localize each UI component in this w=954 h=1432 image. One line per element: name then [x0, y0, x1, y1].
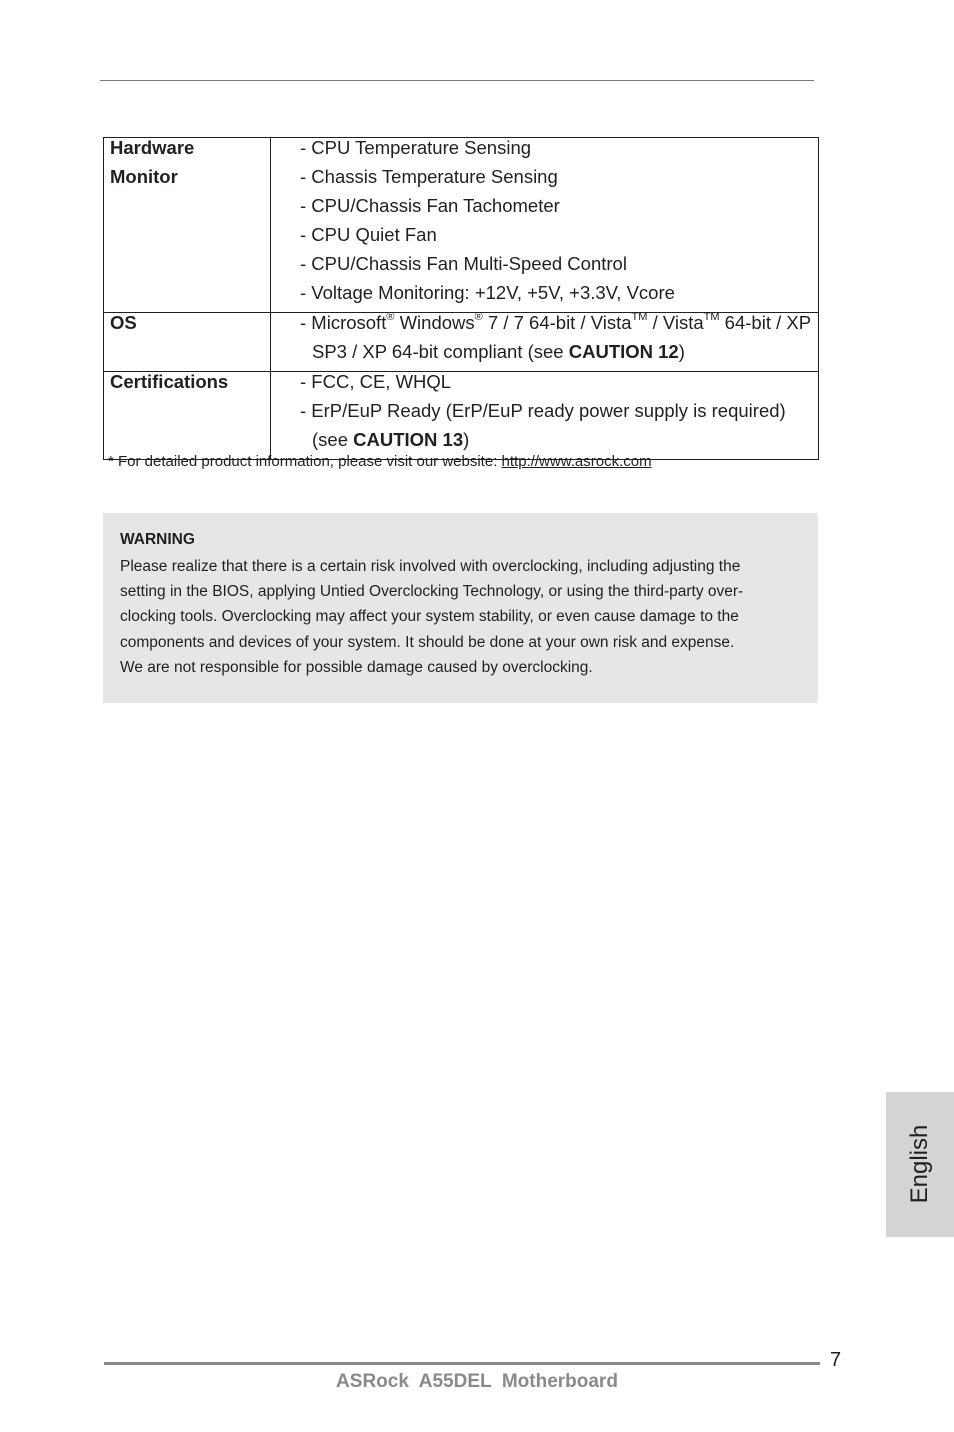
caution-ref: CAUTION 12: [568, 341, 679, 362]
row-values: [271, 138, 819, 313]
footnote: * For detailed product information, please visit our website: http://www.asrock.com: [108, 453, 652, 470]
row-label: OS: [104, 313, 271, 372]
list-item: - Microsoft® Windows® 7 / 7 64-bit / Vista™ / Vista™ 64-bit / XP: [300, 310, 812, 333]
bottom-rule: [104, 1362, 820, 1365]
trademark-mark: TM: [703, 310, 720, 323]
warning-box: [103, 513, 818, 703]
list-item: - ErP/EuP Ready (ErP/EuP ready power supply is required): [300, 400, 786, 421]
row-values: [271, 310, 819, 372]
list-item: - CPU Temperature Sensing: [300, 137, 532, 158]
language-tab: [886, 1092, 954, 1237]
list-item-continuation: (see CAUTION 13): [312, 429, 470, 450]
row-values: [271, 372, 819, 460]
table-row: [104, 313, 819, 372]
list-item: - CPU/Chassis Fan Multi-Speed Control: [300, 253, 627, 274]
top-rule: [100, 80, 814, 81]
trademark-mark: TM: [631, 310, 648, 323]
table-row: [104, 138, 819, 313]
list-item: - CPU/Chassis Fan Tachometer: [300, 195, 560, 216]
list-item: - FCC, CE, WHQL: [300, 371, 452, 392]
registered-mark: ®: [386, 310, 395, 323]
list-item: - Voltage Monitoring: +12V, +5V, +3.3V, Vcore: [300, 282, 675, 303]
list-item-continuation: SP3 / XP 64-bit compliant (see CAUTION 12): [312, 341, 685, 362]
language-label: English: [906, 1124, 933, 1204]
table-row: [104, 372, 819, 460]
warning-title: WARNING: [120, 531, 195, 548]
row-label: Certifications: [104, 372, 271, 460]
registered-mark: ®: [474, 310, 483, 323]
row-label: Hardware Monitor: [104, 138, 271, 313]
warning-text: Please realize that there is a certain risk involved with overclocking, including adjusting the setting in the BIOS, applying Untied Overclocking Technology, or using the third-party over- clocking tools. Overclocking may affect your system stability, or even cause damage to the components and devices of your system. It should be done at your own risk and expense. We are not responsible for possible damage caused by overclocking.: [120, 558, 744, 676]
page-number: 7: [830, 1349, 842, 1371]
caution-ref: CAUTION 13: [353, 429, 464, 450]
list-item: - CPU Quiet Fan: [300, 224, 437, 245]
spec-table: [103, 137, 819, 460]
footer-title: ASRock A55DEL Motherboard: [336, 1371, 618, 1392]
website-link[interactable]: http://www.asrock.com: [501, 453, 652, 470]
list-item: - Chassis Temperature Sensing: [300, 166, 558, 187]
